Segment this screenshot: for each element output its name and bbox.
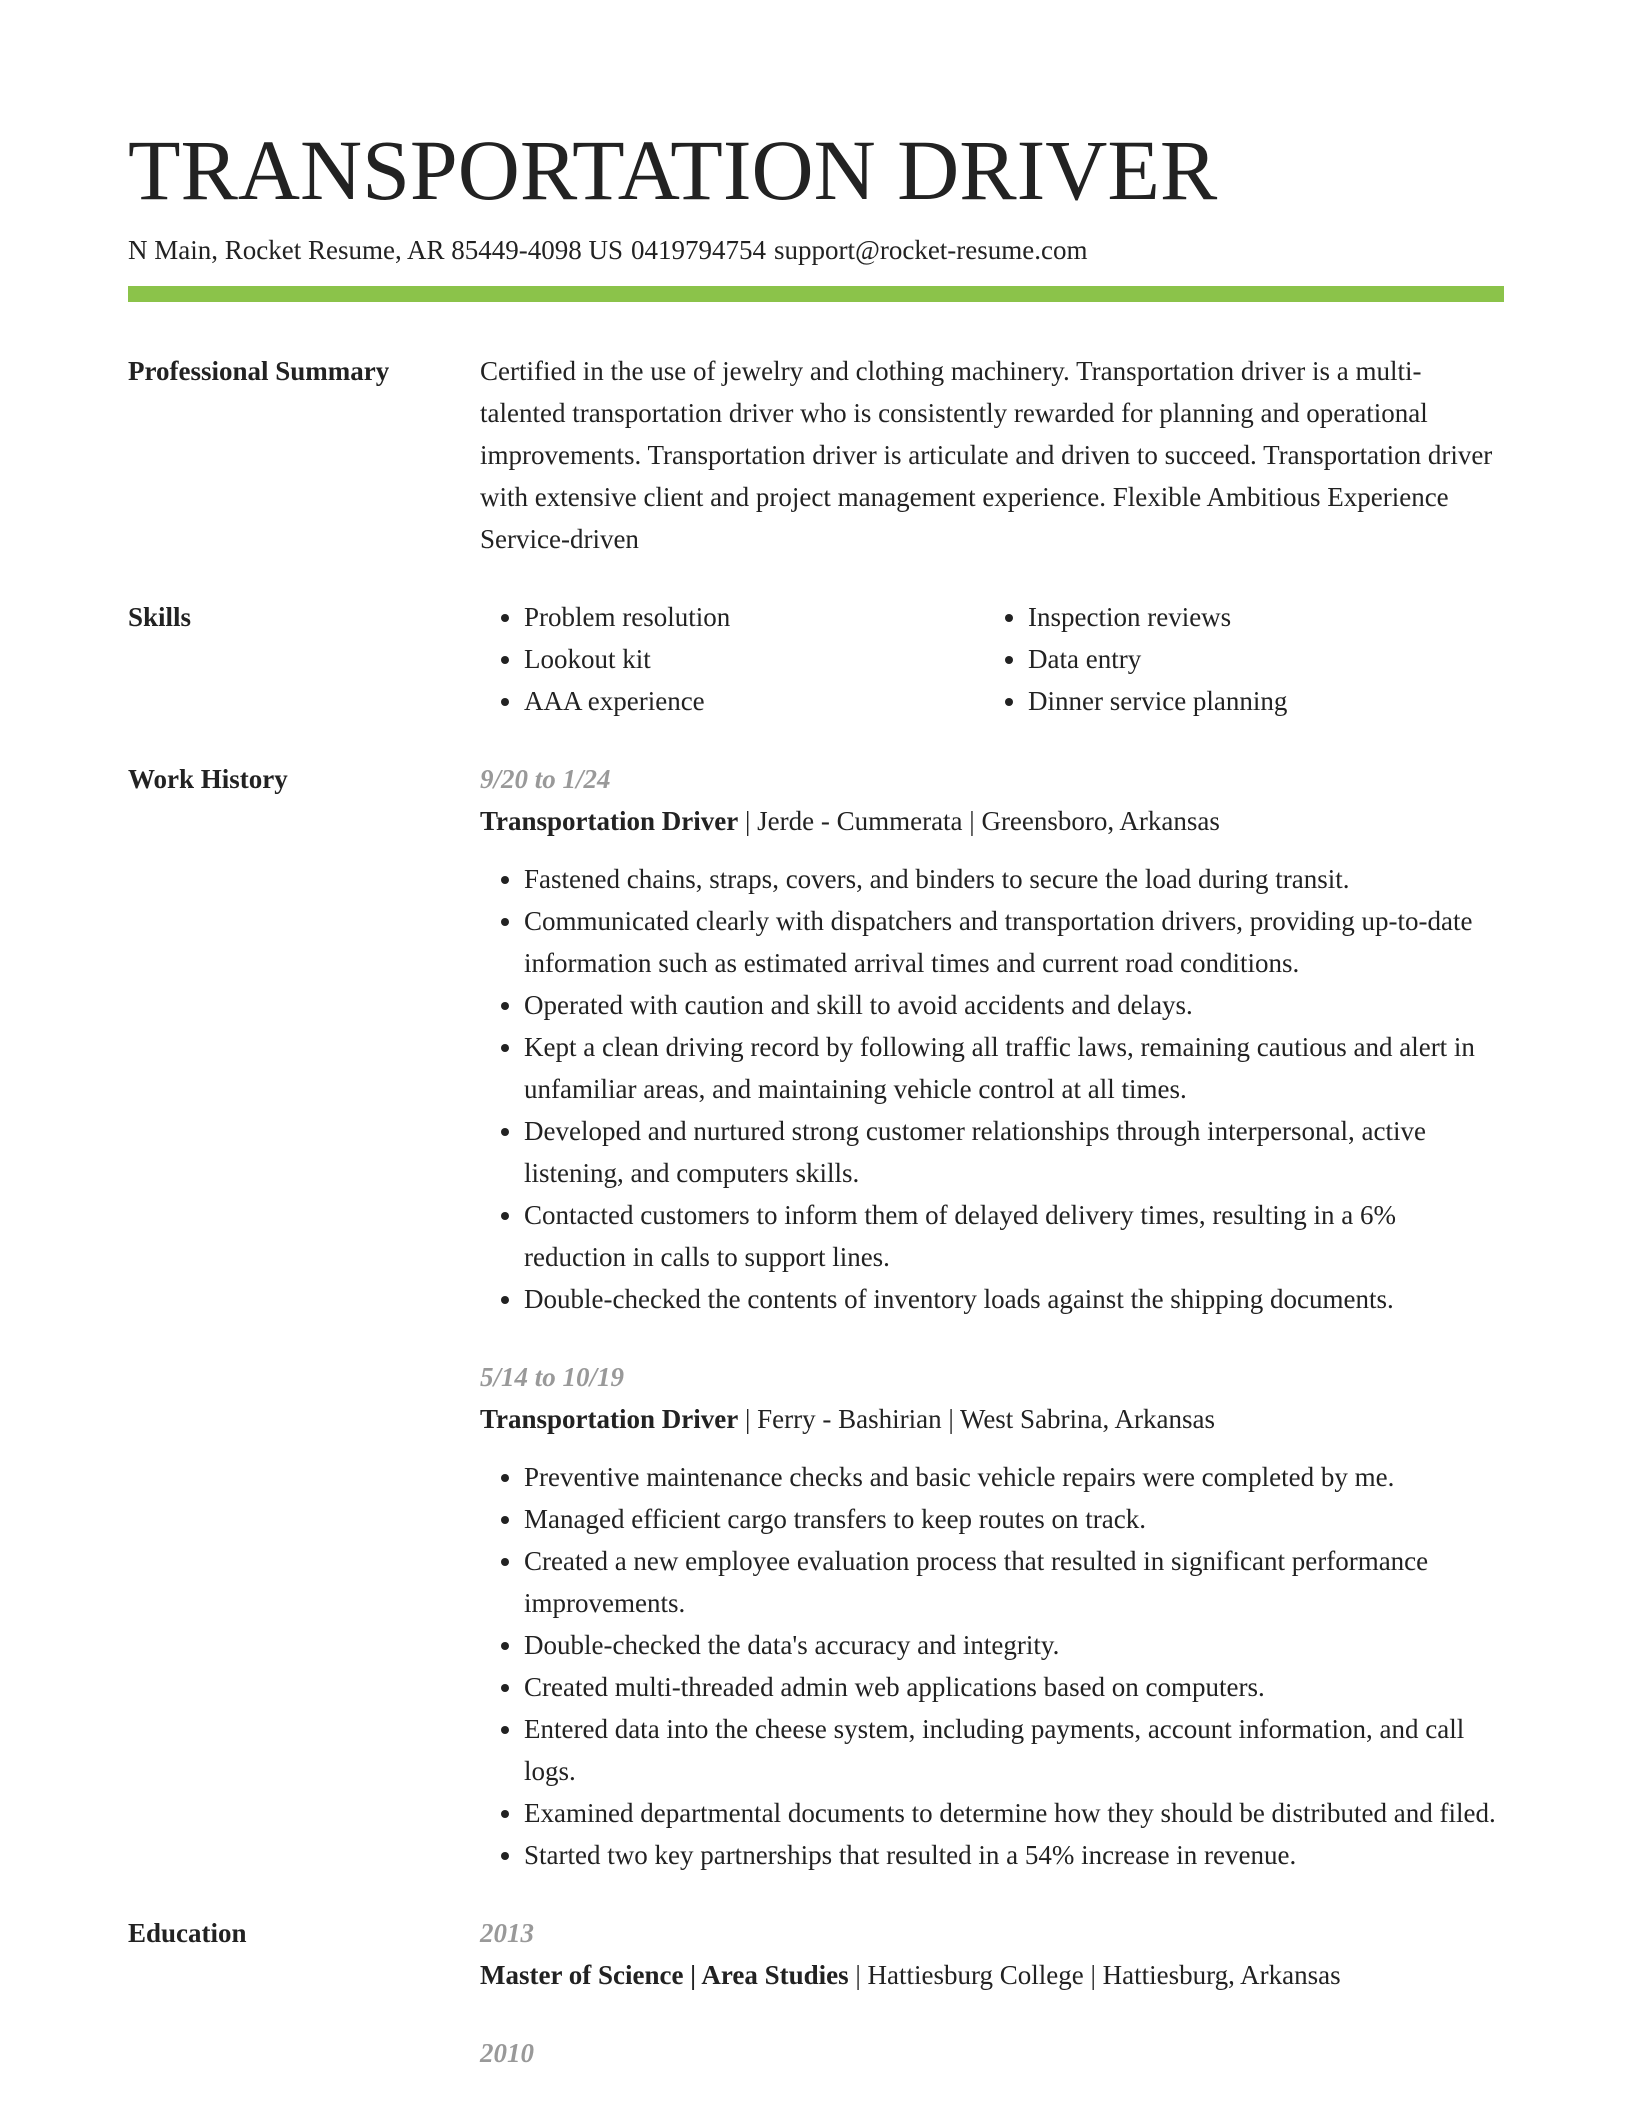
- education-content: [480, 1912, 1504, 2110]
- skill-item: • Problem resolution: [524, 596, 984, 638]
- education-entry: [480, 2032, 1504, 2074]
- work-history-label: Work History: [128, 764, 288, 794]
- education-line: [480, 1954, 1504, 1996]
- skills-label: Skills: [128, 602, 192, 632]
- skill-item: • Inspection reviews: [1028, 596, 1488, 638]
- skill-item: • AAA experience: [524, 680, 984, 722]
- job-role-line: [480, 1398, 1504, 1440]
- job-bullet: • Kept a clean driving record by following all traffic laws, remaining cautious and alert in unfamiliar areas, and maintaining vehicle control at all times.: [524, 1026, 1504, 1110]
- job-bullet: • Operated with caution and skill to avoid accidents and delays.: [524, 984, 1504, 1026]
- contact-line: [128, 232, 1504, 268]
- job-bullet: • Entered data into the cheese system, including payments, account information, and call logs.: [524, 1708, 1504, 1792]
- job-entry: [480, 1356, 1504, 1876]
- education-year: 2010: [480, 2038, 534, 2068]
- skills-list-left: [480, 596, 984, 722]
- job-details: | Jerde - Cummerata | Greensboro, Arkansas: [738, 806, 1220, 836]
- contact-email: support@rocket-resume.com: [773, 235, 1088, 265]
- work-history-content: [480, 758, 1504, 1876]
- skills-list-right: [984, 596, 1488, 722]
- job-bullet: • Developed and nurtured strong customer relationships through interpersonal, active listening, and computers skills.: [524, 1110, 1504, 1194]
- job-bullet: • Started two key partnerships that resulted in a 54% increase in revenue.: [524, 1834, 1504, 1876]
- education-section: [128, 1912, 1504, 2110]
- contact-address: N Main, Rocket Resume, AR 85449-4098 US: [128, 235, 623, 265]
- education-degree: Master of Science | Area Studies: [480, 1960, 849, 1990]
- job-dates: 5/14 to 10/19: [480, 1362, 625, 1392]
- job-bullet: • Contacted customers to inform them of delayed delivery times, resulting in a 6% reduction in calls to support lines.: [524, 1194, 1504, 1278]
- job-details: | Ferry - Bashirian | West Sabrina, Arkansas: [738, 1404, 1216, 1434]
- education-entry: [480, 1912, 1504, 1996]
- summary-section: [128, 350, 1504, 560]
- summary-content: [480, 350, 1504, 560]
- accent-divider: [128, 286, 1504, 302]
- job-bullet: • Double-checked the data's accuracy and integrity.: [524, 1624, 1504, 1666]
- job-title: Transportation Driver: [480, 806, 739, 836]
- job-bullet: • Created a new employee evaluation process that resulted in significant performance improvements.: [524, 1540, 1504, 1624]
- skills-content: [480, 596, 1504, 722]
- skill-item: • Data entry: [1028, 638, 1488, 680]
- resume-name: TRANSPORTATION DRIVER: [128, 122, 1218, 218]
- summary-text: Certified in the use of jewelry and clothing machinery. Transportation driver is a multi-talented transportation driver who is consistently rewarded for planning and operational improvements. Transportation driver is articulate and driven to succeed. Transportation driver with extensive client and project management experience. Flexible Ambitious Experience Service-driven: [480, 356, 1493, 554]
- job-bullets: [480, 858, 1504, 1320]
- job-bullet: • Examined departmental documents to determine how they should be distributed and filed.: [524, 1792, 1504, 1834]
- education-year: 2013: [480, 1918, 534, 1948]
- summary-label: Professional Summary: [128, 356, 390, 386]
- job-bullet: • Created multi-threaded admin web applications based on computers.: [524, 1666, 1504, 1708]
- job-role-line: [480, 800, 1504, 842]
- job-dates: 9/20 to 1/24: [480, 764, 611, 794]
- contact-phone: 0419794754: [630, 235, 766, 265]
- job-title: Transportation Driver: [480, 1404, 739, 1434]
- job-bullet: • Managed efficient cargo transfers to keep routes on track.: [524, 1498, 1504, 1540]
- job-bullets: [480, 1456, 1504, 1876]
- skills-section: [128, 596, 1504, 722]
- work-history-section: [128, 758, 1504, 1876]
- skill-item: • Dinner service planning: [1028, 680, 1488, 722]
- education-label: Education: [128, 1918, 247, 1948]
- job-bullet: • Fastened chains, straps, covers, and binders to secure the load during transit.: [524, 858, 1504, 900]
- skill-item: • Lookout kit: [524, 638, 984, 680]
- job-bullet: • Communicated clearly with dispatchers and transportation drivers, providing up-to-date information such as estimated arrival times and current road conditions.: [524, 900, 1504, 984]
- resume-page: [128, 0, 1504, 2110]
- job-entry: [480, 758, 1504, 1320]
- education-details: | Hattiesburg College | Hattiesburg, Arkansas: [848, 1960, 1341, 1990]
- job-bullet: • Double-checked the contents of inventory loads against the shipping documents.: [524, 1278, 1504, 1320]
- job-bullet: • Preventive maintenance checks and basic vehicle repairs were completed by me.: [524, 1456, 1504, 1498]
